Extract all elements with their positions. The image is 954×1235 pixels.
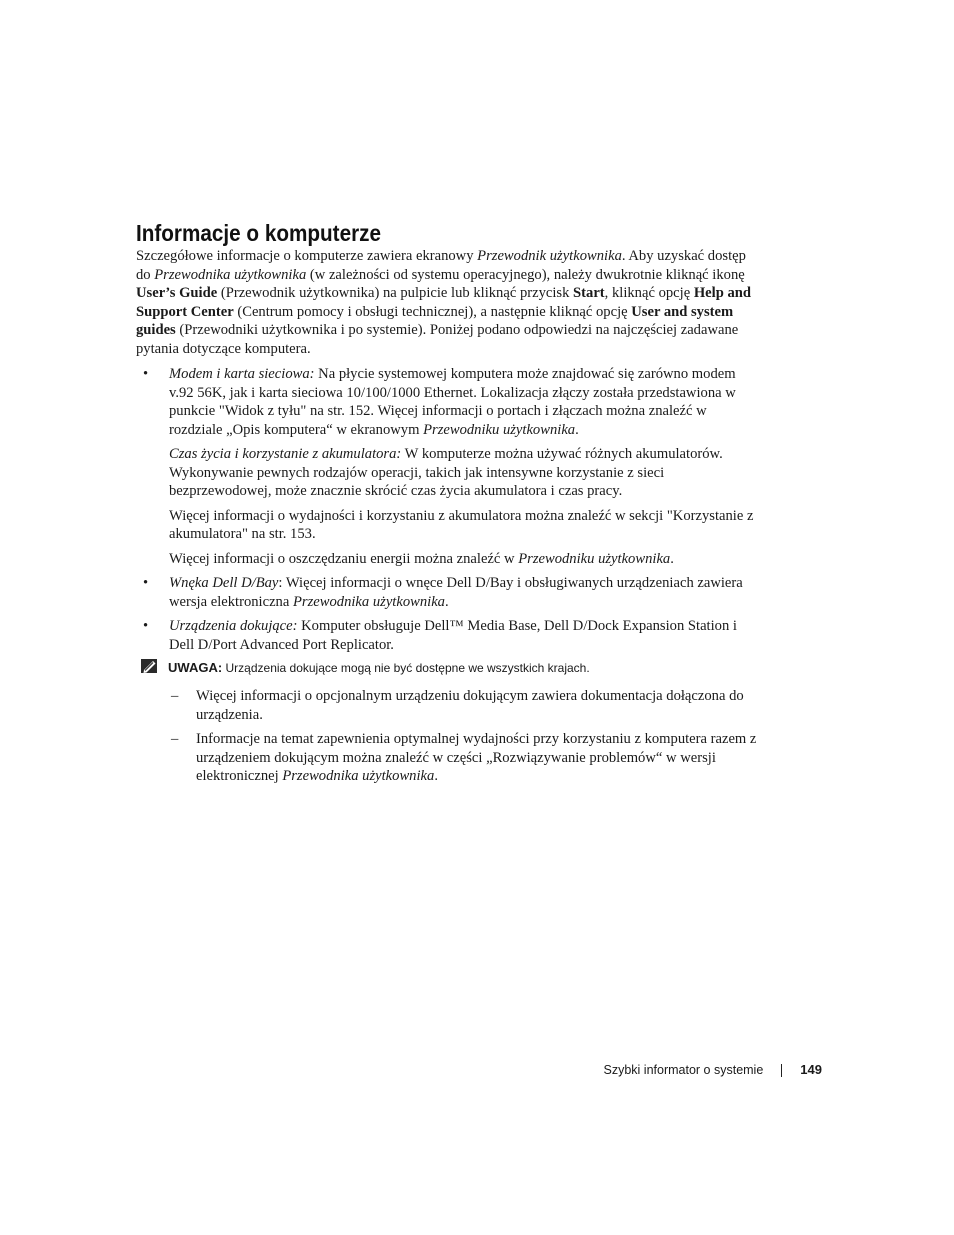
bullet-mark: • xyxy=(143,366,149,382)
list-item-modem xyxy=(136,365,758,568)
dash-list xyxy=(136,687,758,786)
intro-paragraph: Szczegółowe informacje o komputerze zawiera ekranowy Przewodnik użytkownika. Aby uzyskać dostęp do Przewodnika użytkownika (w zależności od systemu operacyjnego), należy dwukrotnie kliknąć ikonę User’s Guide (Przewodnik użytkownika) na pulpicie lub kliknąć przycisk Start, kliknąć opcję Help and Support Center (Centrum pomocy i obsługi technicznej), a następnie kliknąć opcję User and system guides (Przewodniki użytkownika i po systemie). Poniżej podano odpowiedzi na najczęściej zadawane pytania dotyczące komputera. xyxy=(136,248,752,357)
bullet-mark: • xyxy=(143,618,149,634)
bullet-mark: • xyxy=(143,575,149,591)
docking-paragraph: Urządzenia dokujące: Komputer obsługuje Dell™ Media Base, Dell D/Dock Expansion Station i Dell D/Port Advanced Port Replicator. xyxy=(169,618,737,653)
note-box xyxy=(136,660,758,676)
list-item-docking-docs xyxy=(136,687,758,724)
battery-performance-paragraph: Więcej informacji o wydajności i korzystaniu z akumulatora można znaleźć w sekcji "Korzystanie z akumulatora" na str. 153. xyxy=(169,507,754,542)
page-footer xyxy=(600,1062,822,1078)
bullet-list xyxy=(136,365,758,654)
battery-paragraph: Czas życia i korzystanie z akumulatora: W komputerze można używać różnych akumulatorów. Wykonywanie pewnych rodzajów operacji, takich jak intensywne korzystanie z sieci bezprzewodowej, może znacznie skrócić czas życia akumulatora i czas pracy. xyxy=(169,446,723,499)
power-saving-paragraph: Więcej informacji o oszczędzaniu energii można znaleźć w Przewodniku użytkownika. xyxy=(169,550,674,567)
note-label: UWAGA: xyxy=(168,660,223,675)
docking-performance-paragraph: Informacje na temat zapewnienia optymalnej wydajności przy korzystaniu z komputera razem z urządzeniem dokującym można znaleźć w części „Rozwiązywanie problemów“ w wersji elektronicznej Przewodnika użytkownika. xyxy=(196,731,757,784)
note-pencil-icon xyxy=(140,657,160,675)
dbay-paragraph: Wnęka Dell D/Bay: Więcej informacji o wnęce Dell D/Bay i obsługiwanych urządzeniach zawiera wersja elektroniczna Przewodnika użytkownika. xyxy=(169,575,743,610)
dash-mark: – xyxy=(171,731,179,747)
footer-section-title: Szybki informator o systemie xyxy=(603,1063,764,1077)
modem-paragraph: Modem i karta sieciowa: Na płycie systemowej komputera może znajdować się zarówno modem v.92 56K, jak i karta sieciowa 10/100/1000 Ethernet. Lokalizacja złączy została przedstawiona w punkcie "Widok z tyłu" na str. 152. Więcej informacji o portach i złączach można znaleźć w rozdziale „Opis komputera“ w ekranowym Przewodniku użytkownika. xyxy=(169,366,736,438)
note-text: Urządzenia dokujące mogą nie być dostępne we wszystkich krajach. xyxy=(222,661,590,675)
list-item-docking xyxy=(136,617,758,654)
main-content xyxy=(136,247,758,792)
list-item-docking-performance xyxy=(136,730,758,786)
footer-separator xyxy=(781,1064,782,1077)
docking-docs-paragraph: Więcej informacji o opcjonalnym urządzeniu dokującym zawiera dokumentacja dołączona do urządzenia. xyxy=(196,688,744,723)
page-number: 149 xyxy=(800,1062,822,1077)
list-item-dbay xyxy=(136,574,758,611)
page-title: Informacje o komputerze xyxy=(136,220,382,246)
dash-mark: – xyxy=(171,688,179,704)
